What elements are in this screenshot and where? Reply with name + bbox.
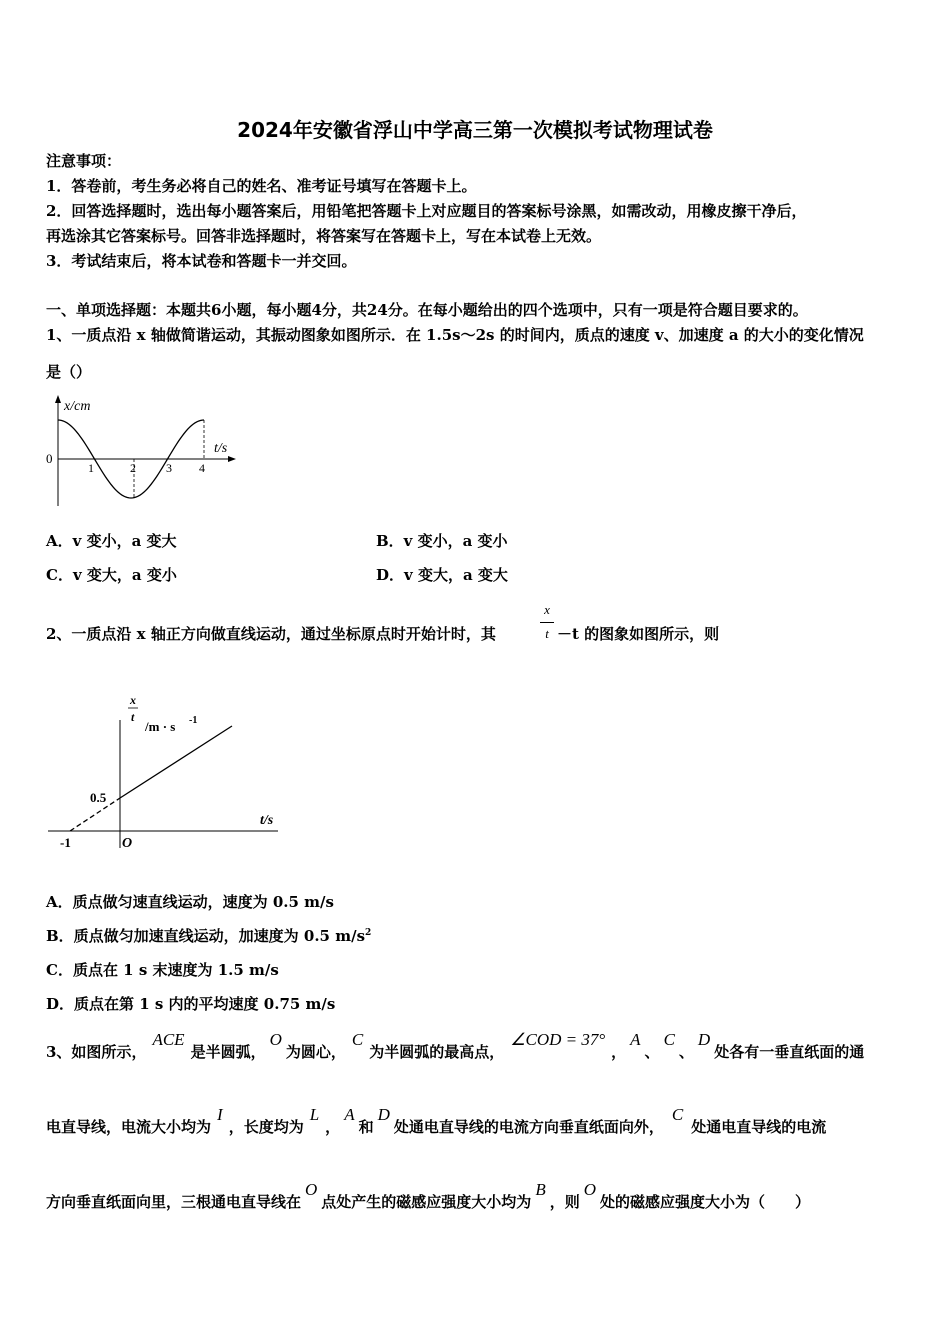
q3-sep2: 、: [678, 1043, 694, 1061]
q3-l1-e: 处各有一垂直纸面的通: [714, 1043, 865, 1061]
q2-graph: [40, 690, 290, 860]
q2-ylabel-den: t: [131, 710, 135, 724]
q2-option-b[interactable]: [46, 927, 371, 945]
q3-l1-d: 为半圆弧的最高点，: [369, 1043, 505, 1061]
q2-frac-denominator: t: [545, 626, 549, 641]
q3-l3-c: ，则: [549, 1193, 580, 1211]
q3-comma: ，: [611, 1043, 627, 1061]
q1-option-d[interactable]: D．v 变大，a 变大: [376, 566, 508, 584]
q3-point-c3: C: [671, 1105, 684, 1124]
q2-origin-label: O: [122, 836, 133, 851]
q2-option-d[interactable]: D．质点在第 1 s 内的平均速度 0.75 m/s: [46, 995, 336, 1013]
q3-l2-a: 电直导线，电流大小均为: [46, 1118, 212, 1136]
section-heading: 一、单项选择题：本题共6小题，每小题4分，共24分。在每小题给出的四个选项中，只有一项是符合题目要求的。: [46, 301, 808, 319]
q2-option-b-sup: 2: [365, 928, 372, 938]
q3-center-o: O: [269, 1030, 282, 1049]
q1-xlabel: t/s: [214, 441, 228, 456]
q1-option-b[interactable]: B．v 变小，a 变小: [376, 532, 508, 550]
q3-l2-d: 和: [358, 1118, 374, 1136]
q1-x-arrow: [228, 456, 236, 462]
q3-field-b: B: [535, 1180, 546, 1199]
q3-point-a: A: [630, 1030, 641, 1049]
q3-l2-c: ，: [325, 1118, 341, 1136]
q1-vibration-graph: [40, 392, 240, 512]
q3-current-i: I: [217, 1105, 223, 1124]
q2-frac-bar: [540, 622, 554, 623]
q3-point-c: C: [351, 1030, 364, 1049]
q2-option-a[interactable]: A．质点做匀速直线运动，速度为 0.5 m/s: [46, 893, 334, 911]
q1-option-c[interactable]: C．v 变大，a 变小: [46, 566, 177, 584]
notice-item-2b: 再选涂其它答案标号。回答非选择题时，将答案写在答题卡上，写在本试卷上无效。: [46, 227, 602, 245]
q2-ylabel-exp: -1: [189, 715, 198, 726]
page-title: 2024年安徽省浮山中学高三第一次模拟考试物理试卷: [237, 118, 713, 142]
q3-arc-ace: ACE: [152, 1030, 185, 1049]
q3-l1-a: 3、如图所示，: [46, 1043, 147, 1061]
q1-y-arrow: [55, 395, 61, 403]
q2-frac-numerator: x: [544, 602, 550, 617]
q2-ylabel-num: x: [130, 693, 136, 707]
q1-text-line2: 是（）: [46, 363, 92, 381]
notice-item-3: 3．考试结束后，将本试卷和答题卡一并交回。: [46, 252, 357, 270]
q3-l2-f: 处通电直导线的电流: [691, 1118, 827, 1136]
q3-l3-d: 处的磁感应强度大小为（ ）: [600, 1193, 811, 1211]
q2-option-b-text: B．质点做匀加速直线运动，加速度为 0.5 m/s: [46, 927, 366, 945]
q3-point-d: D: [697, 1030, 711, 1049]
q3-l2-e: 处通电直导线的电流方向垂直纸面向外，: [393, 1118, 664, 1136]
q3-l1-b: 是半圆弧，: [190, 1043, 266, 1061]
q3-l1-c: 为圆心，: [285, 1043, 346, 1061]
q2-option-c[interactable]: C．质点在 1 s 末速度为 1.5 m/s: [46, 961, 279, 979]
q2-x-tick: -1: [60, 835, 71, 850]
notice-item-2a: 2．回答选择题时，选出每小题答案后，用铅笔把答题卡上对应题目的答案标号涂黑，如需改动，用橡皮擦干净后，: [46, 202, 807, 220]
q3-l3-b: 点处产生的磁感应强度大小均为: [321, 1193, 532, 1211]
q3-line1: [46, 1030, 865, 1062]
q2-y-tick: 0.5: [90, 790, 107, 805]
q3-line2: [46, 1105, 827, 1137]
q3-point-a3: A: [344, 1105, 355, 1124]
q1-option-a[interactable]: A．v 变小，a 变大: [46, 532, 177, 550]
q3-l3-a: 方向垂直纸面向里，三根通电直导线在: [46, 1193, 302, 1211]
q3-length-l: L: [309, 1105, 320, 1124]
q1-tick-1: 1: [88, 461, 94, 475]
q1-text-line1: 1、一质点沿 x 轴做简谐运动，其振动图象如图所示．在 1.5s～2s 的时间内，质点的速度 v、加速度 a 的大小的变化情况: [46, 326, 864, 344]
q1-tick-2: 2: [130, 461, 136, 475]
q3-line3: [46, 1180, 811, 1212]
q3-point-c2: C: [663, 1030, 675, 1049]
notice-item-1: 1．答卷前，考生务必将自己的姓名、准考证号填写在答题卡上。: [46, 177, 477, 195]
q2-solid-line: [120, 726, 232, 798]
q3-point-o2: O: [305, 1180, 318, 1199]
q3-angle: ∠COD = 37°: [510, 1030, 606, 1049]
q2-xlabel: t/s: [260, 813, 274, 828]
q3-point-d3: D: [377, 1105, 390, 1124]
q2-text-after: －t 的图象如图所示，则: [557, 625, 720, 643]
q2-ylabel-unit: /m · s: [145, 719, 176, 734]
q1-tick-4: 4: [199, 461, 205, 475]
q3-point-o3: O: [583, 1180, 596, 1199]
q1-tick-3: 3: [166, 461, 172, 475]
q2-text-before: 2、一质点沿 x 轴正方向做直线运动，通过坐标原点时开始计时，其: [46, 625, 496, 643]
notice-heading: 注意事项：: [46, 152, 122, 170]
q3-l2-b: ，长度均为: [228, 1118, 304, 1136]
q1-ylabel: x/cm: [64, 399, 91, 414]
q1-origin-label: 0: [46, 451, 53, 466]
q3-sep1: 、: [644, 1043, 660, 1061]
